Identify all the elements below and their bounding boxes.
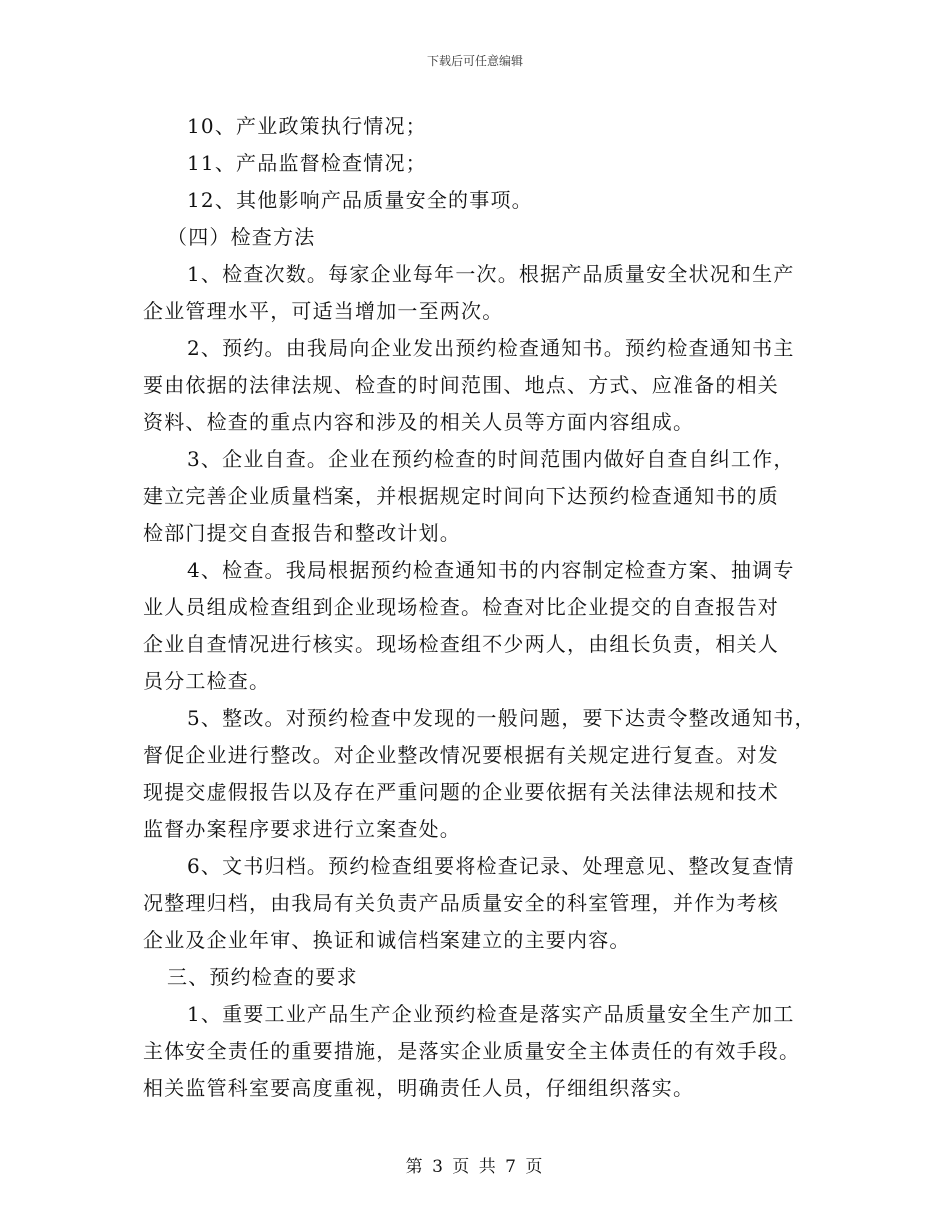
text-line: 现提交虚假报告以及存在严重问题的企业要依据有关法律法规和技术 (143, 780, 779, 804)
text-line: 监督办案程序要求进行立案查处。 (143, 817, 461, 841)
text-line: 1、检查次数。每家企业每年一次。根据产品质量安全状况和生产 (187, 262, 795, 286)
text-line: 企业管理水平，可适当增加一至两次。 (143, 299, 504, 323)
text-line: 建立完善企业质量档案，并根据规定时间向下达预约检查通知书的质 (143, 484, 779, 508)
page-header: 下载后可任意编辑 (426, 54, 523, 68)
text-line: 资料、检查的重点内容和涉及的相关人员等方面内容组成。 (143, 410, 695, 434)
text-line: 相关监管科室要高度重视，明确责任人员，仔细组织落实。 (143, 1076, 695, 1100)
text-line: 5、整改。对预约检查中发现的一般问题，要下达责令整改通知书， (187, 706, 816, 730)
document-body (143, 108, 843, 1107)
text-line: 要由依据的法律法规、检查的时间范围、地点、方式、应准备的相关 (143, 373, 779, 397)
text-line: 企业自查情况进行核实。现场检查组不少两人，由组长负责，相关人 (143, 632, 779, 656)
text-line: 业人员组成检查组到企业现场检查。检查对比企业提交的自查报告对 (143, 595, 779, 619)
text-line: 主体安全责任的重要措施，是落实企业质量安全主体责任的有效手段。 (143, 1039, 801, 1063)
text-line: 员分工检查。 (143, 669, 271, 693)
text-line: 11、产品监督检查情况； (187, 151, 427, 175)
section-heading: 三、预约检查的要求 (167, 965, 358, 989)
text-line: 检部门提交自查报告和整改计划。 (143, 521, 461, 545)
text-line: 12、其他影响产品质量安全的事项。 (187, 188, 533, 212)
text-line: 1、重要工业产品生产企业预约检查是落实产品质量安全生产加工 (187, 1002, 795, 1026)
text-line: 3、企业自查。企业在预约检查的时间范围内做好自查自纠工作， (187, 447, 795, 471)
section-heading: （四）检查方法 (167, 225, 316, 249)
text-line: 企业及企业年审、换证和诚信档案建立的主要内容。 (143, 928, 631, 952)
text-line: 4、检查。我局根据预约检查通知书的内容制定检查方案、抽调专 (187, 558, 795, 582)
text-line: 况整理归档，由我局有关负责产品质量安全的科室管理，并作为考核 (143, 891, 779, 915)
text-line: 10、产业政策执行情况； (187, 114, 427, 138)
text-line: 督促企业进行整改。对企业整改情况要根据有关规定进行复查。对发 (143, 743, 779, 767)
page-footer: 第 3 页 共 7 页 (405, 1157, 545, 1177)
text-line: 2、预约。由我局向企业发出预约检查通知书。预约检查通知书主 (187, 336, 795, 360)
text-line: 6、文书归档。预约检查组要将检查记录、处理意见、整改复查情 (187, 854, 795, 878)
